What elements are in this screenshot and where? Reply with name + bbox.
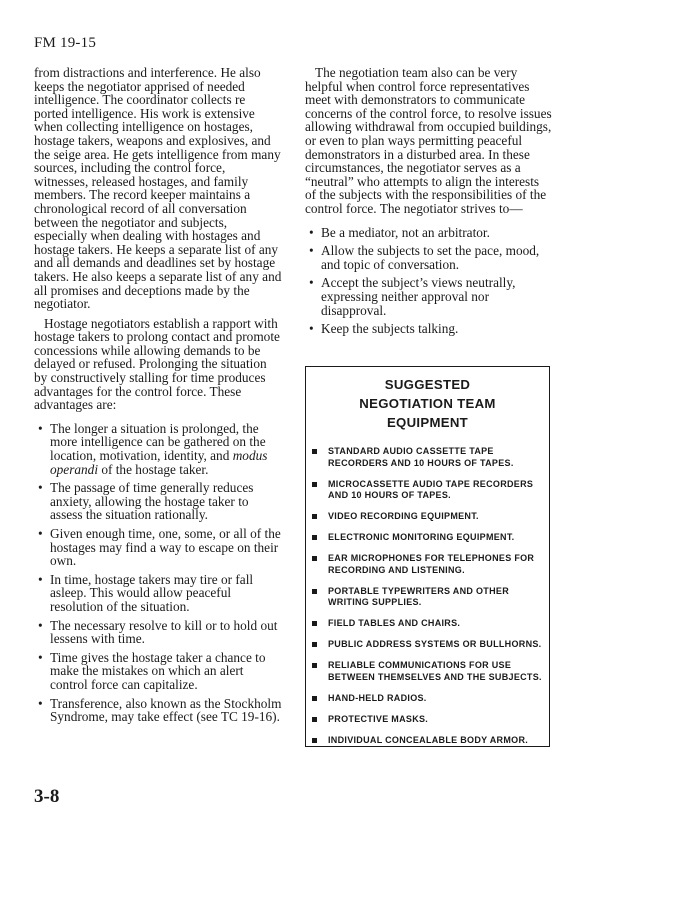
list-item [34,422,282,476]
equipment-item: PORTABLE TYPEWRITERS AND OTHER WRITING SUPPLIES. [306,586,549,609]
equipment-title-line: SUGGESTED [384,377,471,392]
equipment-item: RELIABLE COMMUNICATIONS FOR USE BETWEEN THEMSELVES AND THE SUBJECTS. [306,660,549,683]
paragraph-negotiation-team: The negotiation team also can be very helpful when control force representatives meet with demonstrators to communicate concerns of the control force, to resolve issues allowing withdrawal from occupied buildings, or even to plan ways permitting peaceful demonstrators in a disturbed area. In these circumstances, the negotiator serves as a “neutral” who attempts to align the interests of the subjects with the responsibilities of the control force. The negotiator strives to— [305,65,552,216]
equipment-item: PROTECTIVE MASKS. [306,714,549,726]
list-item-text: Time gives the hostage taker a chance to make the mistakes on which an alert control force can capitalize. [50,649,266,692]
list-item-text: The longer a situation is prolonged, the more intelligence can be gathered on the location, motivation, identity, and [50,420,266,464]
list-item: • Keep the subjects talking. [305,322,553,336]
list-item-emphasis: modus operandi [50,448,268,477]
equipment-item: VIDEO RECORDING EQUIPMENT. [306,511,549,523]
equipment-item: ELECTRONIC MONITORING EQUIPMENT. [306,532,549,544]
left-column [34,66,282,729]
list-item-text: The passage of time generally reduces anxiety, allowing the hostage taker to assess the situation rationally. [50,480,254,523]
list-item-text: Transference, also known as the Stockholm Syndrome, may take effect (see TC 19-16). [50,695,282,725]
list-item [34,651,282,692]
list-item-text: In time, hostage takers may tire or fall asleep. This would allow peaceful resolution of the situation. [50,571,254,614]
equipment-item: PUBLIC ADDRESS SYSTEMS OR BULLHORNS. [306,639,549,651]
list-item-text: Given enough time, one, some, or all of the hostages may find a way to escape on their own. [50,526,281,569]
equipment-item: MICROCASSETTE AUDIO TAPE RECORDERS AND 10 HOURS OF TAPES. [306,479,549,502]
page-number: 3-8 [34,786,60,807]
list-item [34,619,282,646]
equipment-box [305,366,550,747]
list-item [34,481,282,522]
equipment-item: HAND-HELD RADIOS. [306,693,549,705]
equipment-box-title [306,375,549,432]
equipment-item: EAR MICROPHONES FOR TELEPHONES FOR RECORDING AND LISTENING. [306,553,549,576]
equipment-item: INDIVIDUAL CONCEALABLE BODY ARMOR. [306,735,549,747]
paragraph-coordinator: from distractions and interference. He also keeps the negotiator apprised of needed intelligence. The coordinator collects re ported intelligence. His work is extensive when collecting intelligence on hostages, hostage takers, weapons and explosives, and the seige area. He gets intelligence from many sources, including the control force, witnesses, released hostages, and family members. The record keeper maintains a chronological record of all conversation between the negotiator and subjects, especially when dealing with hostages and hostage takers. He keeps a separate list of any and all demands and deadlines set by hostage takers. He also keeps a separate list of any and all promises and deceptions made by the negotiator. [34,65,282,312]
list-item: • Be a mediator, not an arbitrator. [305,226,553,240]
list-item [34,697,282,724]
equipment-title-line: NEGOTIATION TEAM [359,396,496,411]
negotiator-strives-list [305,226,553,336]
document-id: FM 19-15 [34,35,97,51]
list-item: • Accept the subject’s views neutrally, expressing neither approval nor disapproval. [305,276,553,317]
list-item [34,527,282,568]
equipment-item: STANDARD AUDIO CASSETTE TAPE RECORDERS AND 10 HOURS OF TAPES. [306,446,549,469]
equipment-title-line: EQUIPMENT [386,415,469,430]
equipment-item: FIELD TABLES AND CHAIRS. [306,618,549,630]
equipment-list [306,446,549,746]
list-item [34,573,282,614]
list-item-text: The necessary resolve to kill or to hold out lessens with time. [50,617,278,647]
list-item: • Allow the subjects to set the pace, mood, and topic of conversation. [305,244,553,271]
paragraph-rapport: Hostage negotiators establish a rapport with hostage takers to prolong contact and promote concessions while allowing demands to be delayed or refused. Prolonging the situation by constructively stalling for time produces advantages for the control force. These advantages are: [34,315,280,413]
list-item-text-end: of the hostage taker. [98,461,209,477]
advantages-list [34,422,282,724]
right-column [305,66,553,341]
